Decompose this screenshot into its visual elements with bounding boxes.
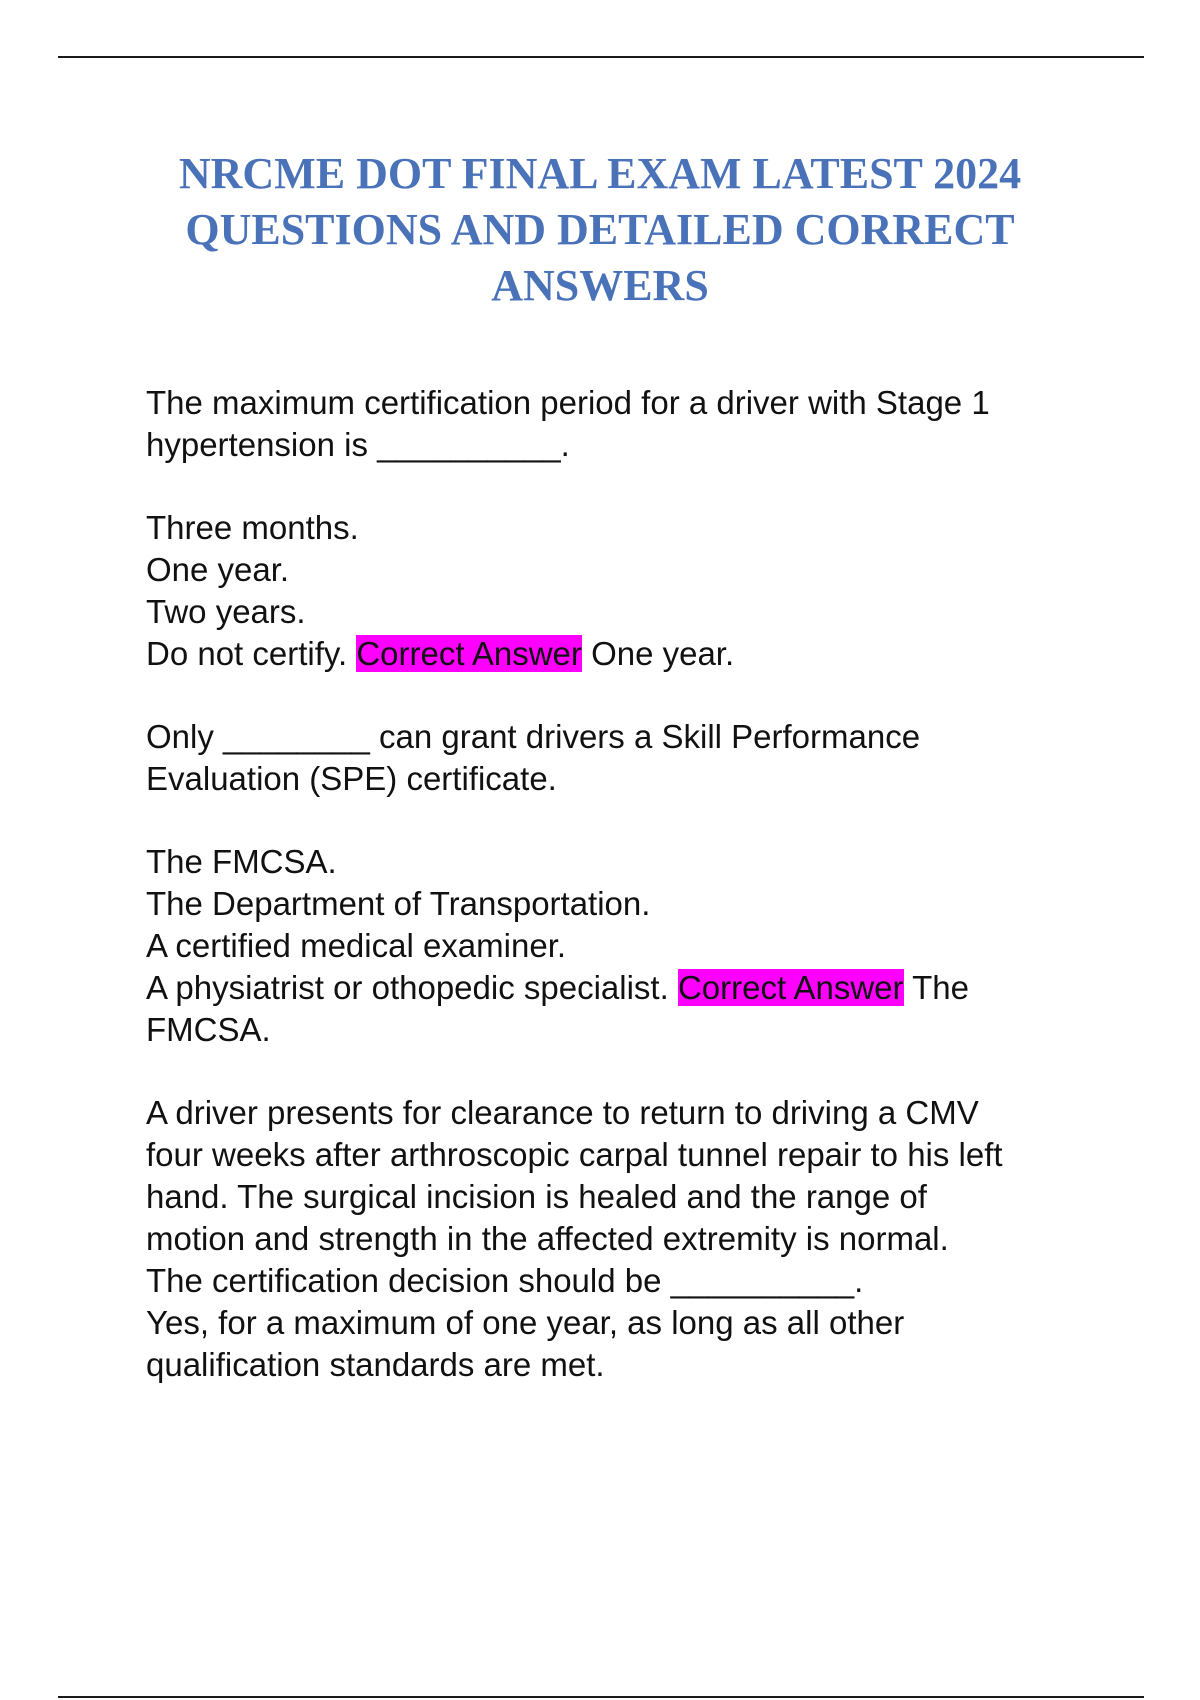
document-title xyxy=(120,146,1080,314)
correct-answer-label: Correct Answer xyxy=(356,635,582,672)
question-text: A driver presents for clearance to return to driving a CMV xyxy=(146,1094,979,1131)
option-with-answer xyxy=(146,633,1096,675)
question-2 xyxy=(146,716,1096,800)
bottom-rule xyxy=(58,1696,1144,1698)
question-2-options xyxy=(146,841,1096,1051)
option: Do not certify. xyxy=(146,635,348,672)
document-body xyxy=(146,382,1096,1386)
question-text: The maximum certification period for a driver with Stage 1 xyxy=(146,384,990,421)
option: The FMCSA. xyxy=(146,843,337,880)
title-line: QUESTIONS AND DETAILED CORRECT xyxy=(185,205,1015,254)
option: A physiatrist or othopedic specialist. xyxy=(146,969,669,1006)
option: Three months. xyxy=(146,509,359,546)
question-1-options xyxy=(146,507,1096,675)
option: Two years. xyxy=(146,593,306,630)
top-rule xyxy=(58,56,1144,58)
question-text: hand. The surgical incision is healed and the range of xyxy=(146,1178,927,1215)
question-1 xyxy=(146,382,1096,466)
correct-answer: The xyxy=(912,969,969,1006)
question-text: four weeks after arthroscopic carpal tunnel repair to his left xyxy=(146,1136,1003,1173)
question-text: motion and strength in the affected extremity is normal. xyxy=(146,1220,949,1257)
option-with-answer xyxy=(146,967,1096,1009)
question-text: The certification decision should be __________. xyxy=(146,1262,864,1299)
option: One year. xyxy=(146,551,290,588)
title-line: NRCME DOT FINAL EXAM LATEST 2024 xyxy=(178,149,1022,198)
correct-answer-continued: FMCSA. xyxy=(146,1011,271,1048)
option: A certified medical examiner. xyxy=(146,927,567,964)
question-3 xyxy=(146,1092,1096,1386)
question-text: Evaluation (SPE) certificate. xyxy=(146,760,557,797)
question-text: Yes, for a maximum of one year, as long as all other xyxy=(146,1304,905,1341)
question-text: Only ________ can grant drivers a Skill Performance xyxy=(146,718,921,755)
correct-answer-label: Correct Answer xyxy=(677,969,904,1006)
title-line: ANSWERS xyxy=(491,261,709,310)
question-text: hypertension is __________. xyxy=(146,426,570,463)
option: The Department of Transportation. xyxy=(146,885,651,922)
correct-answer: One year. xyxy=(591,635,735,672)
question-text: qualification standards are met. xyxy=(146,1346,605,1383)
